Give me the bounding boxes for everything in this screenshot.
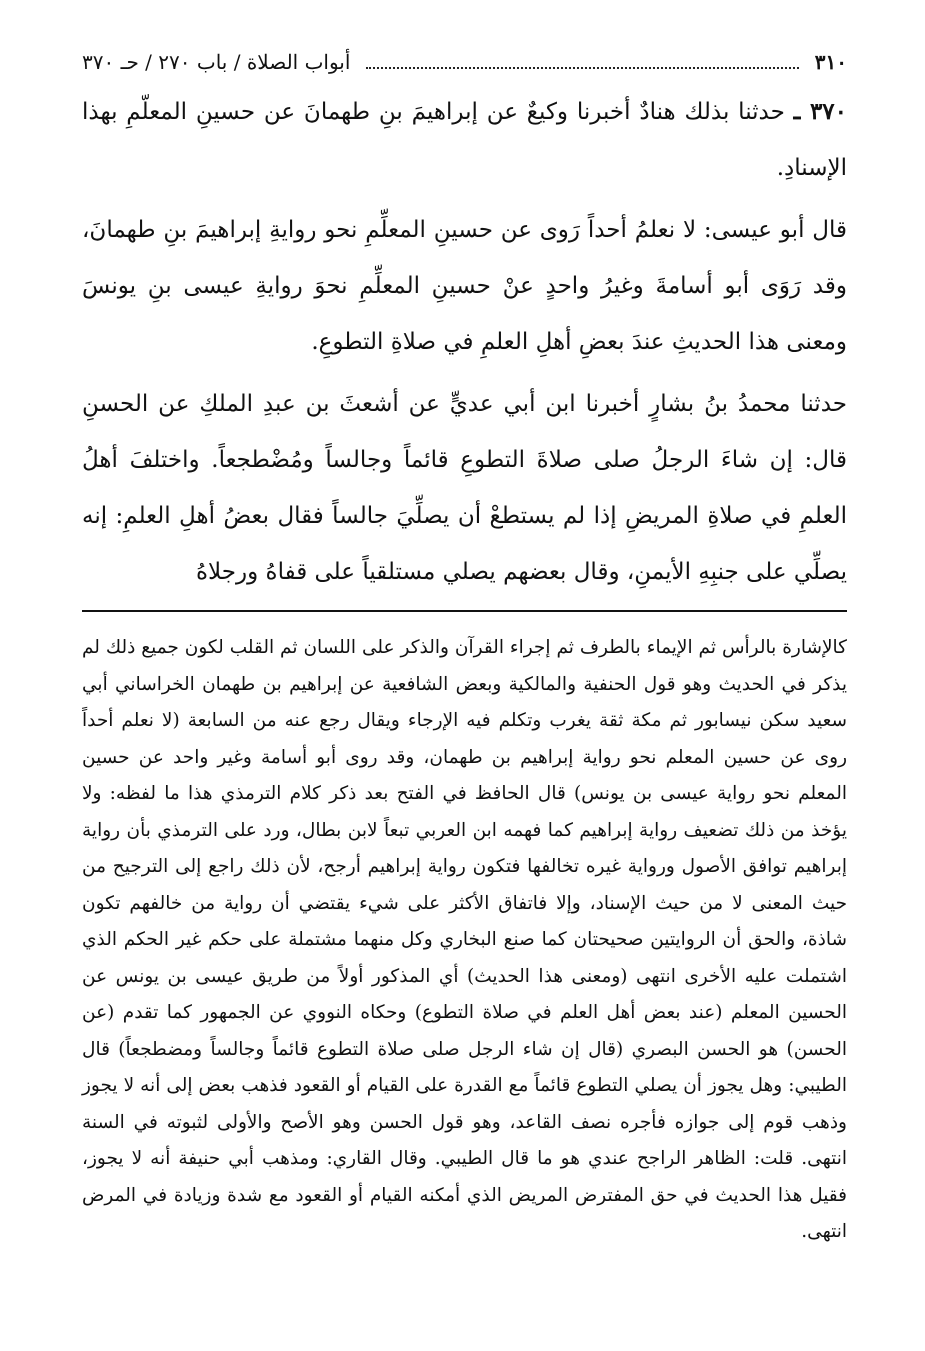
hadith-text: حدثنا بذلك هنادٌ أخبرنا وكيعٌ عن إبراهيمَ بنِ طهمانَ عن حسينِ المعلّمِ بهذا الإسنادِ. [82, 99, 847, 181]
footnote-text: كالإشارة بالرأس ثم الإيماء بالطرف ثم إجراء القرآن والذكر على اللسان ثم القلب لكون جميع ذلك لم يذكر في الحديث وهو قول الحنفية والمالكية وبعض الشافعية عن إبراهيم بن طهمان الخراساني أبي سعيد سكن نيسابور ثم مكة ثقة يغرب وتكلم فيه الإرجاء ويقال رجع عنه من السابعة (لا نعلم أحداً روى عن حسين المعلم نحو رواية إبراهيم بن طهمان، وقد روى أبو أسامة وغير واحد عن حسين المعلم نحو رواية عيسى بن يونس) قال الحافظ في الفتح بعد ذكر كلام الترمذي هذا ما لفظه: ولا يؤخذ من ذلك تضعيف رواية إبراهيم كما فهمه ابن العربي تبعاً لابن بطال، ورد على الترمذي بأن رواية إبراهيم توافق الأصول ورواية غيره تخالفها فتكون رواية إبراهيم أرجح، لأن ذلك راجع إلى الترجيح من حيث المعنى لا من حيث الإسناد، وإلا فاتفاق الأكثر على شيء يقتضي أن رواية من خالفهم تكون شاذة، والحق أن الروايتين صحيحتان كما صنع البخاري وكل منهما مشتملة على حكم غير الحكم الذي اشتملت عليه الأخرى انتهى (ومعنى هذا الحديث) أي المذكور أولاً من طريق عيسى بن يونس عن الحسين المعلم (عند بعض أهل العلم في صلاة التطوع) وحكاه النووي عن الجمهور كما تقدم (عن الحسن) هو الحسن البصري (قال إن شاء الرجل صلى صلاة التطوع قائماً وجالساً ومضطجعاً) قال الطيبي: وهل يجوز أن يصلي التطوع قائماً مع القدرة على القيام أو القعود فذهب بعض إلى أنه لا يجوز وذهب قوم إلى جوازه فأجره نصف القاعد، وهو قول الحسن وهو الأصح والأولى لثبوته في السنة انتهى. قلت: الظاهر الراجح عندي هو ما قال الطيبي. وقال القاري: ومذهب أبي حنيفة أنه لا يجوز، فقيل هذا الحديث في حق المفترض المريض الذي أمكنه القيام أو القعود مع شدة وزيادة في المرض انتهى. [82, 637, 847, 1242]
footnote [82, 630, 847, 1251]
narration-paragraph: حدثنا محمدُ بنُ بشارٍ أخبرنا ابن أبي عديٍّ عن أشعثَ بن عبدِ الملكِ عن الحسنِ قال: إن شاءَ الرجلُ صلى صلاةَ التطوعِ قائماً وجالساً ومُضْطجعاً. واختلفَ أهلُ العلمِ في صلاةِ المريضِ إذا لم يستطعْ أن يصلِّيَ جالساً فقال بعضُ أهلِ العلمِ: إنه يصلِّي على جنبِهِ الأيمنِ، وقال بعضهم يصلي مستلقياً على قفاهُ ورجلاهُ [82, 391, 847, 585]
page-number: ٣١٠ [814, 50, 847, 74]
running-title: أبواب الصلاة / باب ٢٧٠ / حـ ٣٧٠ [82, 50, 351, 74]
commentary-paragraph: قال أبو عيسى: لا نعلمُ أحداً رَوى عن حسينِ المعلِّمِ نحو روايةِ إبراهيمَ بنِ طهمانَ، وقد رَوَى أبو أسامةَ وغيرُ واحدٍ عنْ حسينِ المعلِّمِ نحوَ روايةِ عيسى بنِ يونسَ ومعنى هذا الحديثِ عندَ بعضِ أهلِ العلمِ في صلاةِ التطوعِ. [82, 217, 847, 355]
hadith-paragraph [82, 84, 847, 196]
main-text [82, 84, 847, 600]
dotted-leader [366, 55, 798, 69]
running-header [82, 50, 847, 84]
page [82, 50, 847, 1251]
hadith-number: ٣٧٠ ـ [793, 98, 848, 125]
footnote-separator [82, 610, 847, 612]
